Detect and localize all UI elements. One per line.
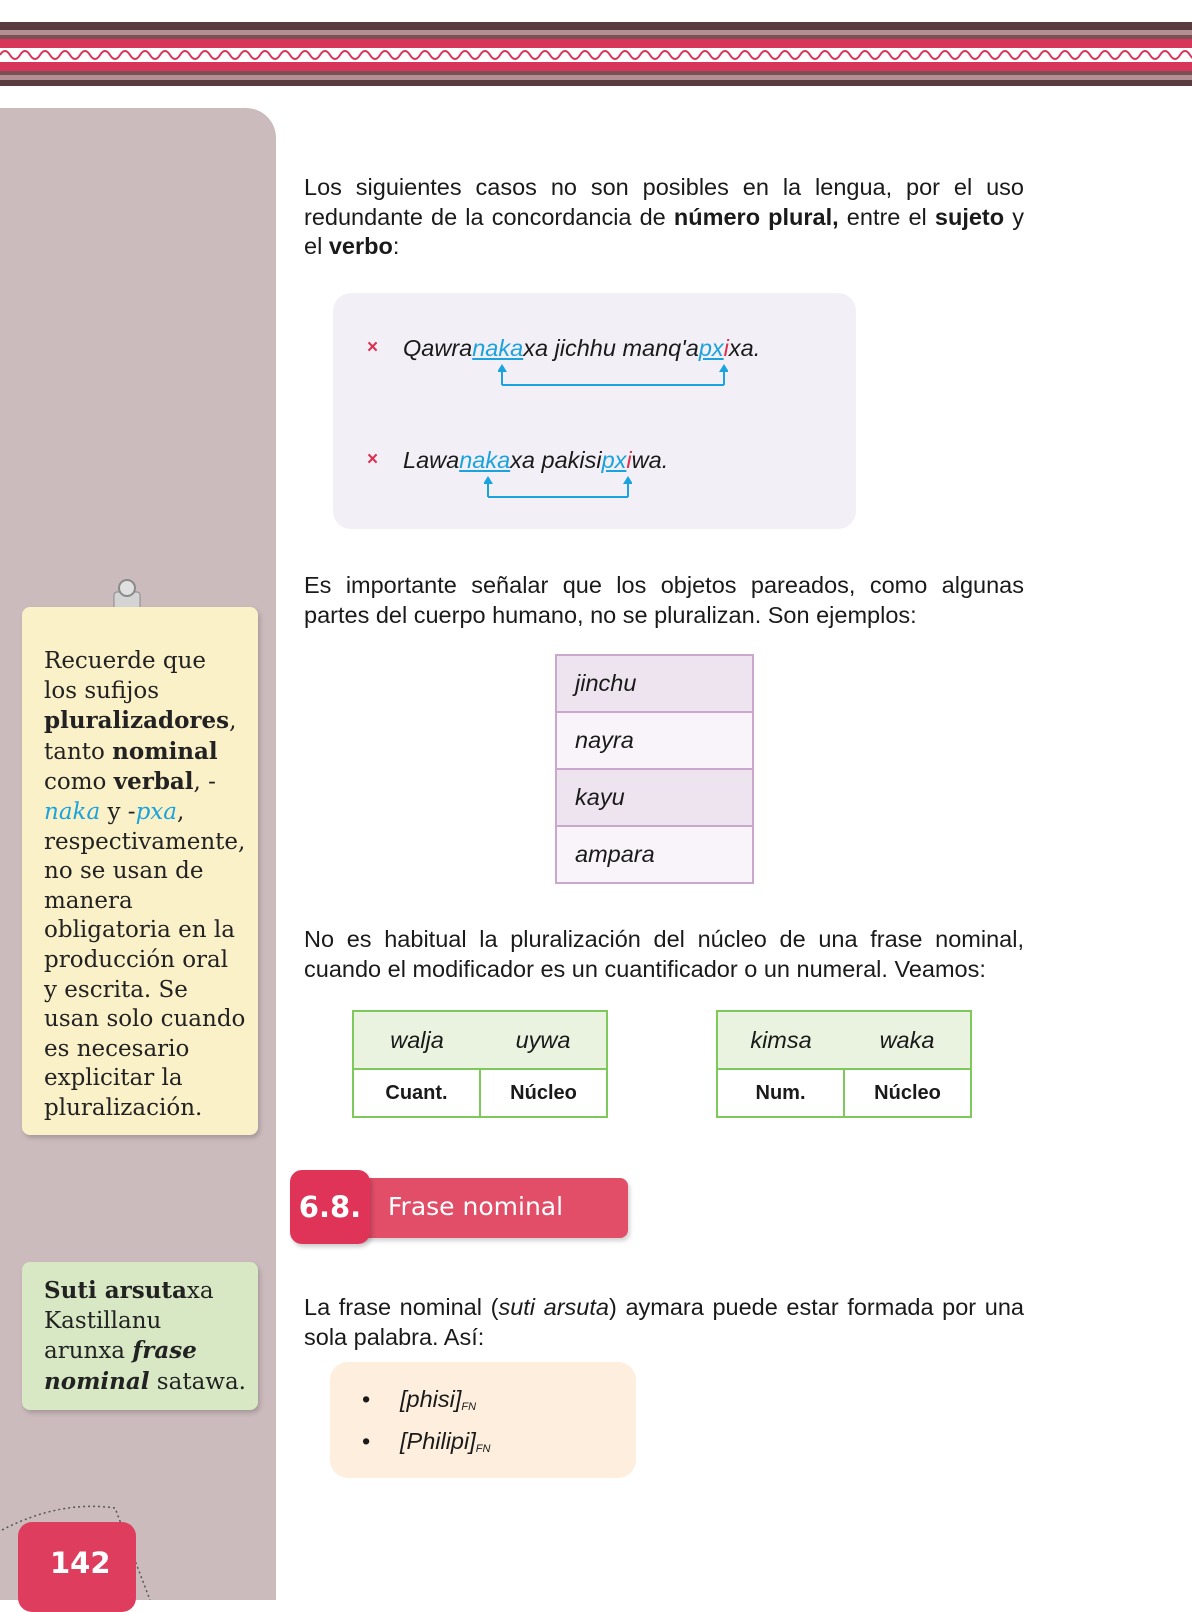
paragraph-quantifier: No es habitual la pluralización del núcleo de una frase nominal, cuando el modificador es un cuantificador o un numeral. Veamos: xyxy=(304,926,1024,982)
italic-text: suti arsuta xyxy=(498,1294,609,1320)
note-text: satawa. xyxy=(149,1368,246,1395)
section-heading xyxy=(290,1178,638,1242)
noun-phrase-examples-box xyxy=(330,1362,636,1478)
noun-plural-suffix: naka xyxy=(472,335,524,361)
decorative-top-band xyxy=(0,22,1192,86)
incorrect-example xyxy=(367,447,669,474)
table-row xyxy=(556,712,753,769)
incorrect-example xyxy=(367,335,761,362)
table-cell: Num. xyxy=(717,1069,844,1117)
table-row xyxy=(353,1069,607,1117)
example-word: [Philipi] xyxy=(400,1428,476,1454)
table-cell: kimsa xyxy=(717,1011,844,1069)
note-text: Recuerde que los sufijos xyxy=(44,648,207,704)
paragraph-paired-objects: Es importante señalar que los objetos pareados, como algunas partes del cuerpo humano, no se pluralizan. Son ejemplos: xyxy=(304,572,1024,628)
list-item xyxy=(362,1386,477,1413)
bullet-icon: • xyxy=(362,1386,371,1412)
note-bold: verbal xyxy=(113,768,194,796)
table-cell: Núcleo xyxy=(480,1069,607,1117)
word-part: xa jichhu manq'a xyxy=(523,335,699,361)
page-number: 142 xyxy=(18,1522,136,1612)
note-bold: pluralizadores xyxy=(44,707,230,735)
noun-phrase-table-quantifier xyxy=(352,1010,608,1118)
note-suffix: pxa xyxy=(135,798,177,825)
note-text: , tanto xyxy=(44,708,237,765)
table-row xyxy=(556,655,753,712)
note-bold: Suti arsuta xyxy=(44,1277,187,1304)
table-cell: uywa xyxy=(480,1011,607,1069)
table-row xyxy=(556,769,753,826)
verb-suffix-vowel: i xyxy=(723,335,729,361)
list-item xyxy=(362,1428,491,1455)
table-row xyxy=(353,1011,607,1069)
agreement-connector xyxy=(484,475,632,501)
text: entre el xyxy=(838,203,935,230)
verb-plural-suffix: px xyxy=(601,447,627,473)
paired-objects-table xyxy=(555,654,754,884)
word-part: xa. xyxy=(728,335,761,361)
table-cell: walja xyxy=(353,1011,480,1069)
word-part: xa pakisi xyxy=(510,447,602,473)
subscript: FN xyxy=(461,1401,477,1413)
note-bold-italic: frase nominal xyxy=(44,1337,197,1395)
example-word: [phisi] xyxy=(400,1386,462,1412)
note-text: y - xyxy=(100,798,136,825)
bullet-icon: • xyxy=(362,1428,371,1454)
noun-phrase-table-numeral xyxy=(716,1010,972,1118)
incorrect-icon: × xyxy=(367,449,379,470)
note-glossary xyxy=(22,1262,258,1410)
note-suffix: naka xyxy=(44,798,101,825)
text: ) aymara puede estar formada por una sola palabra. Así: xyxy=(304,1294,1024,1350)
incorrect-icon: × xyxy=(367,337,379,358)
paragraph-redundant-plural xyxy=(304,173,1024,262)
verb-suffix-vowel: i xyxy=(626,447,632,473)
text: : xyxy=(392,233,400,259)
section-number: 6.8. xyxy=(290,1170,370,1244)
table-cell: jinchu xyxy=(556,655,753,712)
note-text: como xyxy=(44,769,114,796)
note-text: , - xyxy=(193,769,216,796)
table-row xyxy=(556,826,753,883)
verb-plural-suffix: px xyxy=(698,335,724,361)
table-row xyxy=(717,1069,971,1117)
word-part: wa. xyxy=(631,447,669,473)
section-title: Frase nominal xyxy=(388,1192,564,1221)
note-text: , respectivamente, no se usan de manera obligatoria en la producción oral y escrita. Se usan solo cuando es necesario explicitar la pluralización. xyxy=(44,798,246,1121)
incorrect-examples-box xyxy=(333,293,856,529)
table-cell: ampara xyxy=(556,826,753,883)
note-pluralizers xyxy=(22,607,258,1135)
text: y el xyxy=(304,203,1024,259)
table-cell: nayra xyxy=(556,712,753,769)
paragraph-noun-phrase xyxy=(304,1293,1024,1352)
table-cell: Núcleo xyxy=(844,1069,971,1117)
bold-text: verbo xyxy=(328,233,393,259)
table-cell: kayu xyxy=(556,769,753,826)
table-cell: Cuant. xyxy=(353,1069,480,1117)
bold-text: número plural, xyxy=(673,203,839,230)
word-part: Lawa xyxy=(403,447,460,473)
table-row xyxy=(717,1011,971,1069)
subscript: FN xyxy=(475,1443,491,1455)
noun-plural-suffix: naka xyxy=(459,447,511,473)
note-text: xa Kastillanu arunxa xyxy=(44,1278,214,1365)
bold-text: sujeto xyxy=(934,203,1005,230)
agreement-connector xyxy=(498,363,728,389)
text: Los siguientes casos no son posibles en la lengua, por el uso redundante de la concordancia de xyxy=(304,174,1024,230)
word-part: Qawra xyxy=(403,335,473,361)
text: La frase nominal ( xyxy=(304,1294,499,1320)
table-cell: waka xyxy=(844,1011,971,1069)
note-bold: nominal xyxy=(112,737,218,765)
